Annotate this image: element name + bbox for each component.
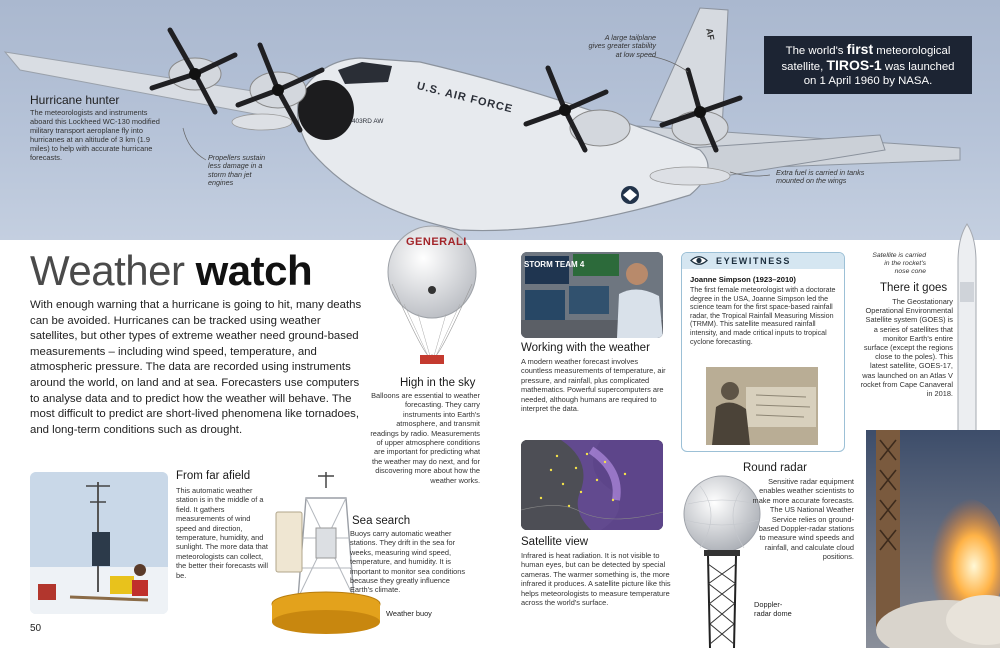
plane-marking: U.S. AIR FORCE [415, 80, 515, 116]
working-heading: Working with the weather [521, 342, 650, 354]
rocket-image [952, 222, 982, 462]
intro-text: With enough warning that a hurricane is going to hit, many deaths can be avoided. Hurricanes can be tracked using weather satellites, but other types of extreme weather need ground-based measurements – including wind speed, temperature, and atmospheric pressure. The data are recorded using instruments around the world, on land and at sea. Forecasters use computers to analyse data and to predict how the weather will behave. The most difficult to predict are short-lived phenomena like tornadoes, and long-term conditions such as drought. [30, 299, 362, 436]
eye-icon [690, 255, 708, 266]
working-text: A modern weather forecast involves countless measurements of temperature, air pressure, and rainfall, plus complicated mathematics. Powerful supercomputers are needed, although humans are required to interpret the data. [521, 357, 666, 414]
rocket-text: The Geostationary Operational Environmental Satellite system (GOES) is a series of satellites that monitor Earth's entire surface (except the regions close to the poles). This latest satellite, GOES-17, was launched on an Atlas V rocket from Cape Canaveral in 2018. [860, 297, 953, 399]
rocket-caption: Satellite is carried in the rocket's nose cone [872, 252, 926, 275]
forecast-screen-text: STORM TEAM 4 [524, 260, 585, 269]
fuel-tank-caption: Extra fuel is carried in tanks mounted on the wings [776, 168, 865, 186]
tailplane-caption: A large tailplane gives greater stability at low speed [588, 33, 656, 59]
fact-box: The world's first meteorological satellite, TIROS-1 was launched on 1 April 1960 by NASA. [764, 36, 972, 94]
plane-unit-marking: 403RD AW [352, 118, 384, 125]
afield-heading: From far afield [176, 470, 251, 482]
radar-heading: Round radar [743, 462, 807, 474]
eyewitness-box [681, 252, 845, 452]
radar-label: Doppler-radar dome [754, 600, 792, 618]
afield-text: This automatic weather station is in the middle of a field. It gathers measurements of wind speed and direction, temperature, humidity, and sunlight. The more data that meteorologists can collect, the better their forecasts will be. [176, 486, 269, 580]
satellite-text: Infrared is heat radiation. It is not visible to human eyes, but can be detected by special cameras. The warmer something is, the more infrared it produces. A satellite picture like this helps meteorologists to measure temperature across the world's surface. [521, 551, 671, 608]
hurricane-hunter-heading: Hurricane hunter [30, 93, 120, 107]
rocket-launch-photo [866, 430, 1000, 648]
eyewitness-name: Joanne Simpson (1923–2010) [690, 275, 796, 284]
buoy-label: Weather buoy [386, 609, 432, 618]
weather-station-photo [30, 472, 168, 614]
page-number: 50 [30, 623, 42, 634]
sea-heading: Sea search [352, 515, 411, 527]
balloon-heading: High in the sky [400, 377, 476, 389]
balloon-brand: GENERALI [406, 236, 467, 248]
eyewitness-text: The first female meteorologist with a doctorate degree in the USA, Joanne Simpson led the science team for the first space-based rainfall radar, the Tropical Rainfall Measuring Mission (TRMM). This satellite measured rainfall intensity, and made critical inputs to tropical cyclone forecasting. [690, 286, 836, 346]
hurricane-hunter-text: The meteorologists and instruments aboard this Lockheed WC-130 modified military transport aeroplane fly into hurricanes at an altitude of 3 km (1.9 miles) to help with accurate hurricane forecasts. [30, 108, 160, 162]
satellite-heading: Satellite view [521, 536, 589, 548]
eyewitness-header [682, 253, 844, 269]
propeller-caption: Propellers sustain less damage in a storm than jet engines [208, 153, 266, 188]
eyewitness-photo [706, 367, 818, 445]
page-title: Weather watch [30, 247, 313, 294]
radar-text: Sensitive radar equipment enables weather scientists to make more accurate forecasts. The US National Weather Service relies on ground-based Doppler-radar stations to measure wind speeds and rainfall, and calculate cloud positions. [752, 477, 854, 562]
rocket-heading: There it goes [880, 282, 948, 294]
tail-marking: AF [704, 27, 717, 41]
sea-text: Buoys carry automatic weather stations. They drift in the sea for weeks, measuring wind speed, temperature, and humidity. It is important to monitor sea conditions because they greatly influence Earth's climate. [350, 529, 466, 595]
satellite-image [521, 440, 663, 530]
eyewitness-label: EYEWITNESS [716, 256, 792, 266]
balloon-text: Balloons are essential to weather forecasting. They carry instruments into Earth's atmosphere, and transmit readings by radio. Measurements of upper atmosphere conditions are important for predicting what the weather may do next, and for discovering more about how the weather works. [370, 391, 480, 485]
